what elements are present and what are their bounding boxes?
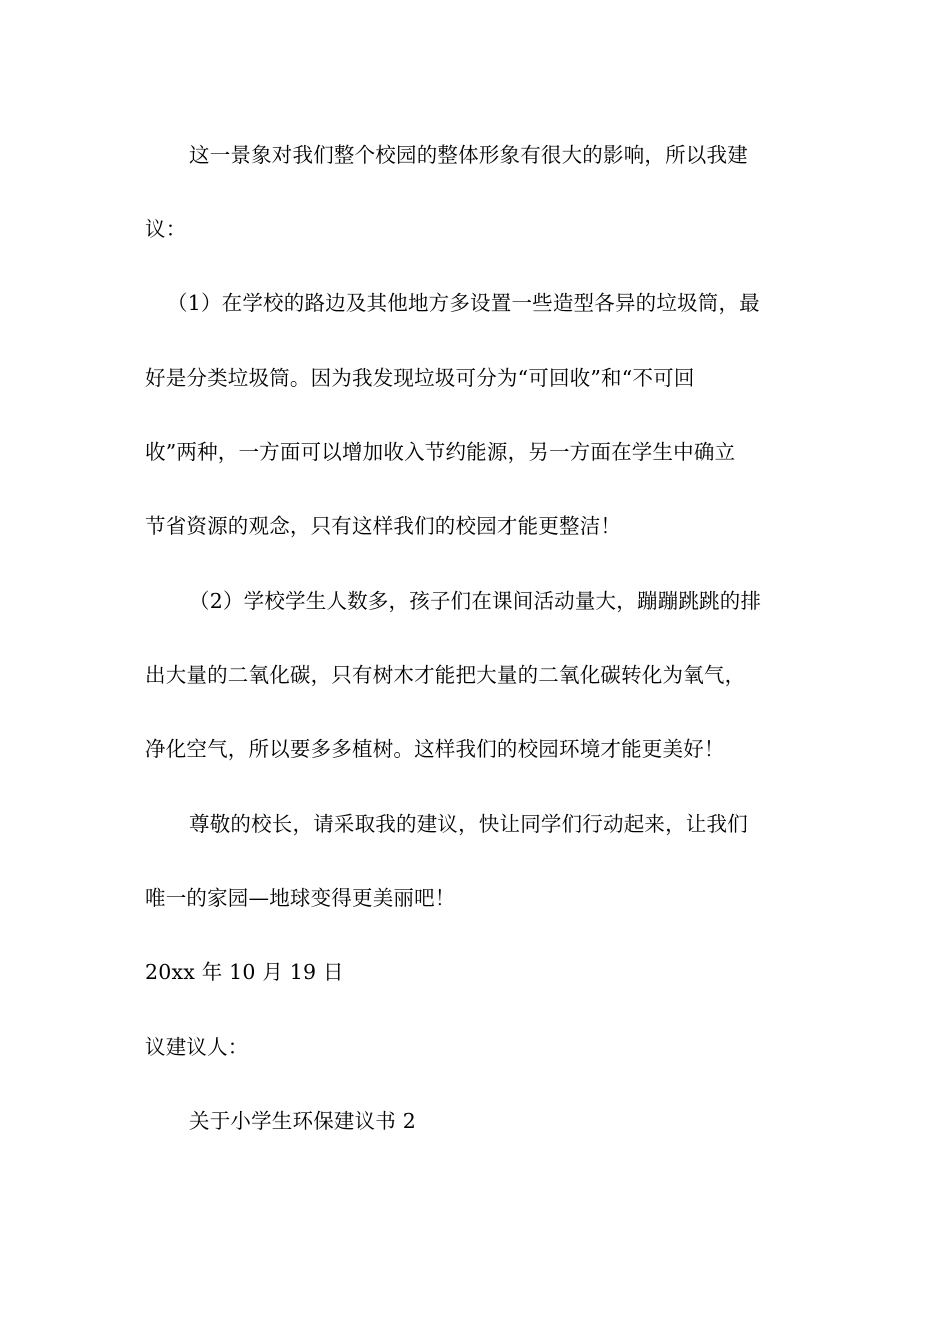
paragraph-line: 唯一的家园—地球变得更美丽吧！	[145, 886, 456, 910]
paragraph-line: （2）学校学生人数多，孩子们在课间活动量大，蹦蹦跳跳的排	[189, 589, 762, 613]
signature-line: 议建议人：	[145, 1035, 249, 1059]
paragraph-line: 这一景象对我们整个校园的整体形象有很大的影响，所以我建	[189, 143, 748, 167]
paragraph-line: 尊敬的校长，请采取我的建议，快让同学们行动起来，让我们	[189, 812, 748, 836]
paragraph-line: 议：	[145, 217, 187, 241]
paragraph-line: 好是分类垃圾筒。因为我发现垃圾可分为“可回收”和“不可回	[145, 366, 695, 390]
section-title: 关于小学生环保建议书 2	[189, 1109, 416, 1133]
paragraph-line: 净化空气，所以要多多植树。这样我们的校园环境才能更美好！	[145, 737, 725, 761]
date-line: 20xx 年 10 月 19 日	[145, 960, 344, 984]
paragraph-line: 节省资源的观念，只有这样我们的校园才能更整洁！	[145, 514, 622, 538]
paragraph-line: 出大量的二氧化碳，只有树木才能把大量的二氧化碳转化为氧气，	[145, 663, 746, 687]
paragraph-line: （1）在学校的路边及其他地方多设置一些造型各异的垃圾筒，最	[167, 291, 760, 315]
paragraph-line: 收”两种，一方面可以增加收入节约能源，另一方面在学生中确立	[145, 440, 736, 464]
